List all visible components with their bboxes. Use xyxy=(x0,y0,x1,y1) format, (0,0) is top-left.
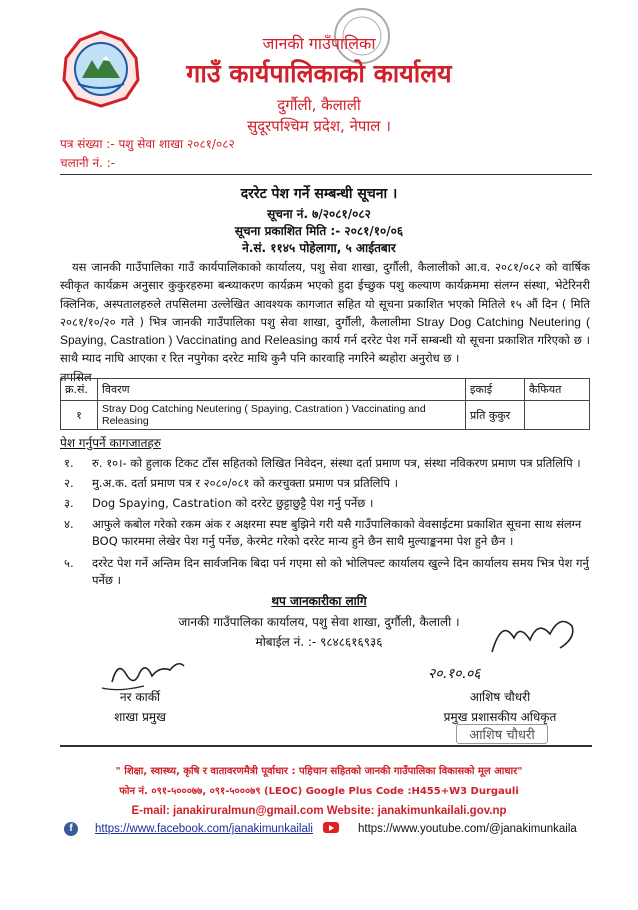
notice-published-date: सूचना प्रकाशित मिति :- २०८१/१०/०६ xyxy=(234,224,404,238)
footer-divider xyxy=(60,745,592,747)
youtube-icon[interactable] xyxy=(323,822,339,833)
col-sn-header: क्र.सं. xyxy=(61,379,98,401)
right-signature-scribble xyxy=(480,608,580,668)
col-remarks-header: कैफियत xyxy=(525,379,590,401)
notice-body-service: Stray Dog Catching Neutering ( Spaying, Castration ) Vaccinating and Releasing xyxy=(60,314,591,348)
dispatch-number: चलानी नं. :- xyxy=(60,156,116,170)
list-item-number: ५. xyxy=(64,556,74,570)
notice-number: सूचना नं. ७/२०८१/०८२ xyxy=(267,207,371,221)
notice-body xyxy=(60,258,590,386)
col-unit-header: इकाई xyxy=(466,379,525,401)
notice-body-text-2: कार्य गर्न दररेट पेश गर्ने सम्बन्धी यो सूचना प्रकाशित गरिएको छ । साथै म्याद नाघि आएका र रित नपुगेका दररेट माथि कुनै पनि कारवाहि नगरिने ब्यहोरा अनुरोध छ । xyxy=(60,333,591,366)
list-item-text: मु.अ.क. दर्ता प्रमाण पत्र र २०८०/०८१ को करचुक्ता प्रमाण पत्र प्रतिलिपि । xyxy=(92,476,399,490)
header-divider xyxy=(60,174,592,175)
footer-phone: फोन नं. ०९१-५०००७७, ०९१-५०००७९ (LEOC) Google Plus Code :H455+W3 Durgauli xyxy=(119,786,519,797)
youtube-link[interactable]: https://www.youtube.com/@janakimunkaila xyxy=(358,823,577,835)
municipality-name: जानकी गाउँपालिका xyxy=(262,34,376,53)
more-info-title: थप जानकारीका लागि xyxy=(271,594,367,608)
row-unit: प्रति कुकुर xyxy=(466,401,525,430)
footer-email-website: E-mail: janakiruralmun@gmail.com Website: janakimunkailali.gov.np xyxy=(131,805,507,817)
office-location: दुर्गौली, कैलाली xyxy=(277,96,361,114)
signature-date-scrawl: २०.१०.०६ xyxy=(428,666,481,682)
requirements-title: पेश गर्नुपर्ने कागजातहरु xyxy=(60,436,161,450)
list-item-text: दररेट पेश गर्ने अन्तिम दिन सार्वजनिक बिदा पर्न गएमा सो को भोलिपल्ट कार्यालय खुल्ने दिन कार्यालय समय भित्र पेश गर्नु पर्नेछ । xyxy=(92,556,589,587)
list-item-text: Dog Spaying, Castration को दररेट छुट्टाछुट्टै पेश गर्नु पर्नेछ । xyxy=(92,496,374,510)
office-name: गाउँ कार्यपालिकाको कार्यालय xyxy=(186,59,452,88)
right-signatory-stamp: आशिष चौधरी xyxy=(456,724,548,744)
row-desc: Stray Dog Catching Neutering ( Spaying, Castration ) Vaccinating and Releasing xyxy=(98,401,466,430)
list-item-number: ४. xyxy=(64,517,74,531)
office-province: सुदूरपश्चिम प्रदेश, नेपाल । xyxy=(247,117,391,135)
list-item-number: २. xyxy=(64,476,74,490)
facebook-link[interactable]: https://www.facebook.com/janakimunkailali xyxy=(95,823,313,835)
list-item-number: १. xyxy=(64,456,74,470)
notice-nepal-sambat-date: ने.सं. ११४५ पोहेलागा, ५ आईतबार xyxy=(242,241,396,255)
more-info-address: जानकी गाउँपालिका कार्यालय, पशु सेवा शाखा, दुर्गौली, कैलाली । xyxy=(178,615,460,629)
row-sn: १ xyxy=(61,401,98,430)
right-signatory-title: प्रमुख प्रशासकीय अधिकृत xyxy=(443,710,557,724)
list-item-number: ३. xyxy=(64,496,74,510)
list-item-text: रु. १०।- को हुलाक टिकट टाँस सहितको लिखित निवेदन, संस्था दर्ता प्रमाण पत्र, संस्था नविकरण प्रमाण पत्र प्रतिलिपि । xyxy=(92,456,581,470)
notice-body-text-1: यस जानकी गाउँपालिका गाउँ कार्यपालिकाको कार्यालय, पशु सेवा शाखा, दुर्गौली, कैलालीको आ.व. २०८१/०८२ को वार्षिक स्वीकृत कार्यक्रम अनुसार कुकुरहरुमा बन्ध्याकरण कार्यक्रम भएको हुदा ईच्छुक पशु कल्याण कार्यक्रममा संलग्न संस्था, भेटेरिनरी क्लिनिक, अस्पतालहरुले तपसिलमा उल्लेखित आवश्यक कागजात सहित यो सूचना प्रकाशित भएको मितिले १५ औं दिन ( मिति २०८१/१०/२० गते ) भित्र जानकी गाउँपालिका पशु सेवा शाखा, दुर्गौली, कैलालीमा xyxy=(60,260,590,329)
footer-motto: " शिक्षा, स्वास्थ्य, कृषि र वातावरणमैत्री पूर्वाधार : पहिचान सहितको जानकी गाउँपालिका विकासको मूल आधार" xyxy=(115,766,523,777)
left-signatory-name: नर कार्की xyxy=(119,690,161,704)
left-signatory-title: शाखा प्रमुख xyxy=(114,710,166,724)
rate-table xyxy=(60,378,590,430)
row-remarks xyxy=(525,401,590,430)
table-row xyxy=(61,401,590,430)
col-desc-header: विवरण xyxy=(98,379,466,401)
facebook-icon[interactable]: f xyxy=(64,822,78,836)
list-item-text: आफुले कबोल गरेको रकम अंक र अक्षरमा स्पष्ट बुझिने गरी यसै गाउँपालिकाको वेवसाईटमा प्रकाशित सूचना साथ संलग्न BOQ फारममा लेखेर पेश गर्नु पर्नेछ, केरमेट गरेको दररेट मान्य हुने छैन साथै मुल्याङ्कनमा पेश हुने छैन । xyxy=(92,517,582,548)
right-signatory-name: आशिष चौधरी xyxy=(469,690,531,704)
notice-title: दररेट पेश गर्ने सम्बन्धी सूचना । xyxy=(240,186,398,202)
more-info-mobile: मोबाईल नं. :- ९८४८६१६९३६ xyxy=(255,635,383,649)
table-header-row xyxy=(61,379,590,401)
letter-number: पत्र संख्या :- पशु सेवा शाखा २०८१/०८२ xyxy=(60,137,235,151)
tapsil-label: तपसिल xyxy=(60,369,92,384)
